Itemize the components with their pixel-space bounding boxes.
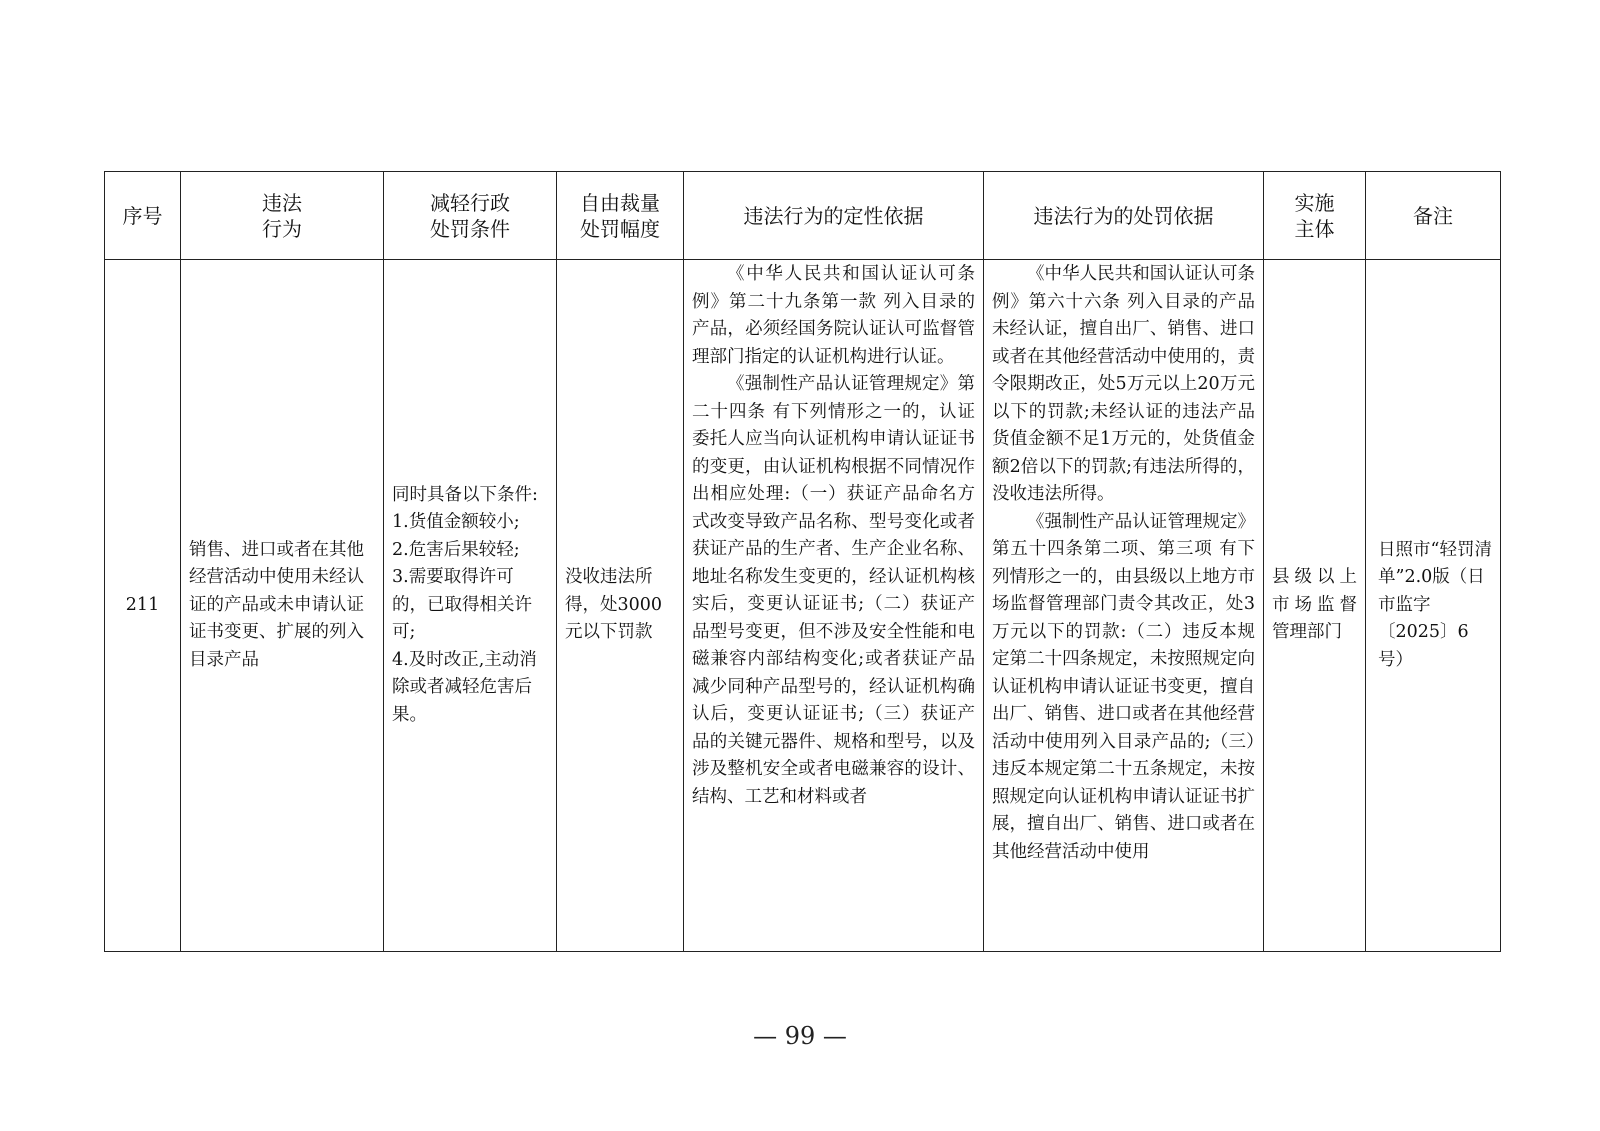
header-penalty-range: 自由裁量 处罚幅度 xyxy=(557,172,684,260)
row-implementing-body: 县级以上市场监督管理部门 xyxy=(1264,260,1366,952)
header-qualitative-basis: 违法行为的定性依据 xyxy=(684,172,984,260)
row-mitigation-conditions: 同时具备以下条件: 1.货值金额较小; 2.危害后果较轻; 3.需要取得许可的，已取得相关许可; 4.及时改正,主动消除或者减轻危害后果。 xyxy=(384,260,557,952)
penalty-basis-paragraph: 《强制性产品认证管理规定》第五十四条第二项、第三项 有下列情形之一的，由县级以上地方市场监督管理部门责令其改正，处3万元以下的罚款:（二）违反本规定第二十四条规定，未按照规定向认证机构申请认证证书变更，擅自出厂、销售、进口或者在其他经营活动中使用列入目录产品的;（三）违反本规定第二十五条规定，未按照规定向认证机构申请认证证书扩展，擅自出厂、销售、进口或者在其他经营活动中使用 xyxy=(992,511,1255,862)
header-serial-number: 序号 xyxy=(105,172,181,260)
page-number: — 99 — xyxy=(753,1022,847,1050)
header-violation: 违法 行为 xyxy=(181,172,384,260)
header-implementing-body: 实施 主体 xyxy=(1264,172,1366,260)
row-violation: 销售、进口或者在其他经营活动中使用未经认证的产品或未申请认证证书变更、扩展的列入目录产品 xyxy=(181,260,384,952)
row-serial-number: 211 xyxy=(105,260,181,952)
row-remarks: 日照市“轻罚清单”2.0版（日市监字〔2025〕6号） xyxy=(1366,260,1501,952)
header-penalty-basis: 违法行为的处罚依据 xyxy=(984,172,1264,260)
qualitative-basis-paragraph: 《强制性产品认证管理规定》第二十四条 有下列情形之一的，认证委托人应当向认证机构申请认证证书的变更，由认证机构根据不同情况作出相应处理:（一）获证产品命名方式改变导致产品名称、型号变化或者获证产品的生产者、生产企业名称、地址名称发生变更的，经认证机构核实后，变更认证证书;（二）获证产品型号变更，但不涉及安全性能和电磁兼容内部结构变化;或者获证产品减少同种产品型号的，经认证机构确认后，变更认证证书;（三）获证产品的关键元器件、规格和型号，以及涉及整机安全或者电磁兼容的设计、结构、工艺和材料或者 xyxy=(692,374,975,807)
table-row xyxy=(105,260,1501,952)
row-qualitative-basis xyxy=(684,260,984,952)
header-remarks: 备注 xyxy=(1366,172,1501,260)
qualitative-basis-paragraph: 《中华人民共和国认证认可条例》第二十九条第一款 列入目录的产品，必须经国务院认证认可监督管理部门指定的认证机构进行认证。 xyxy=(692,264,975,367)
row-penalty-basis xyxy=(984,260,1264,952)
penalty-basis-paragraph: 《中华人民共和国认证认可条例》第六十六条 列入目录的产品未经认证，擅自出厂、销售、进口或者在其他经营活动中使用的，责令限期改正，处5万元以上20万元以下的罚款;未经认证的违法产品货值金额不足1万元的，处货值金额2倍以下的罚款;有违法所得的，没收违法所得。 xyxy=(992,264,1255,504)
header-mitigation-conditions: 减轻行政 处罚条件 xyxy=(384,172,557,260)
table-header-row xyxy=(105,172,1501,260)
row-penalty-range: 没收违法所得，处3000元以下罚款 xyxy=(557,260,684,952)
penalty-table xyxy=(104,171,1501,952)
